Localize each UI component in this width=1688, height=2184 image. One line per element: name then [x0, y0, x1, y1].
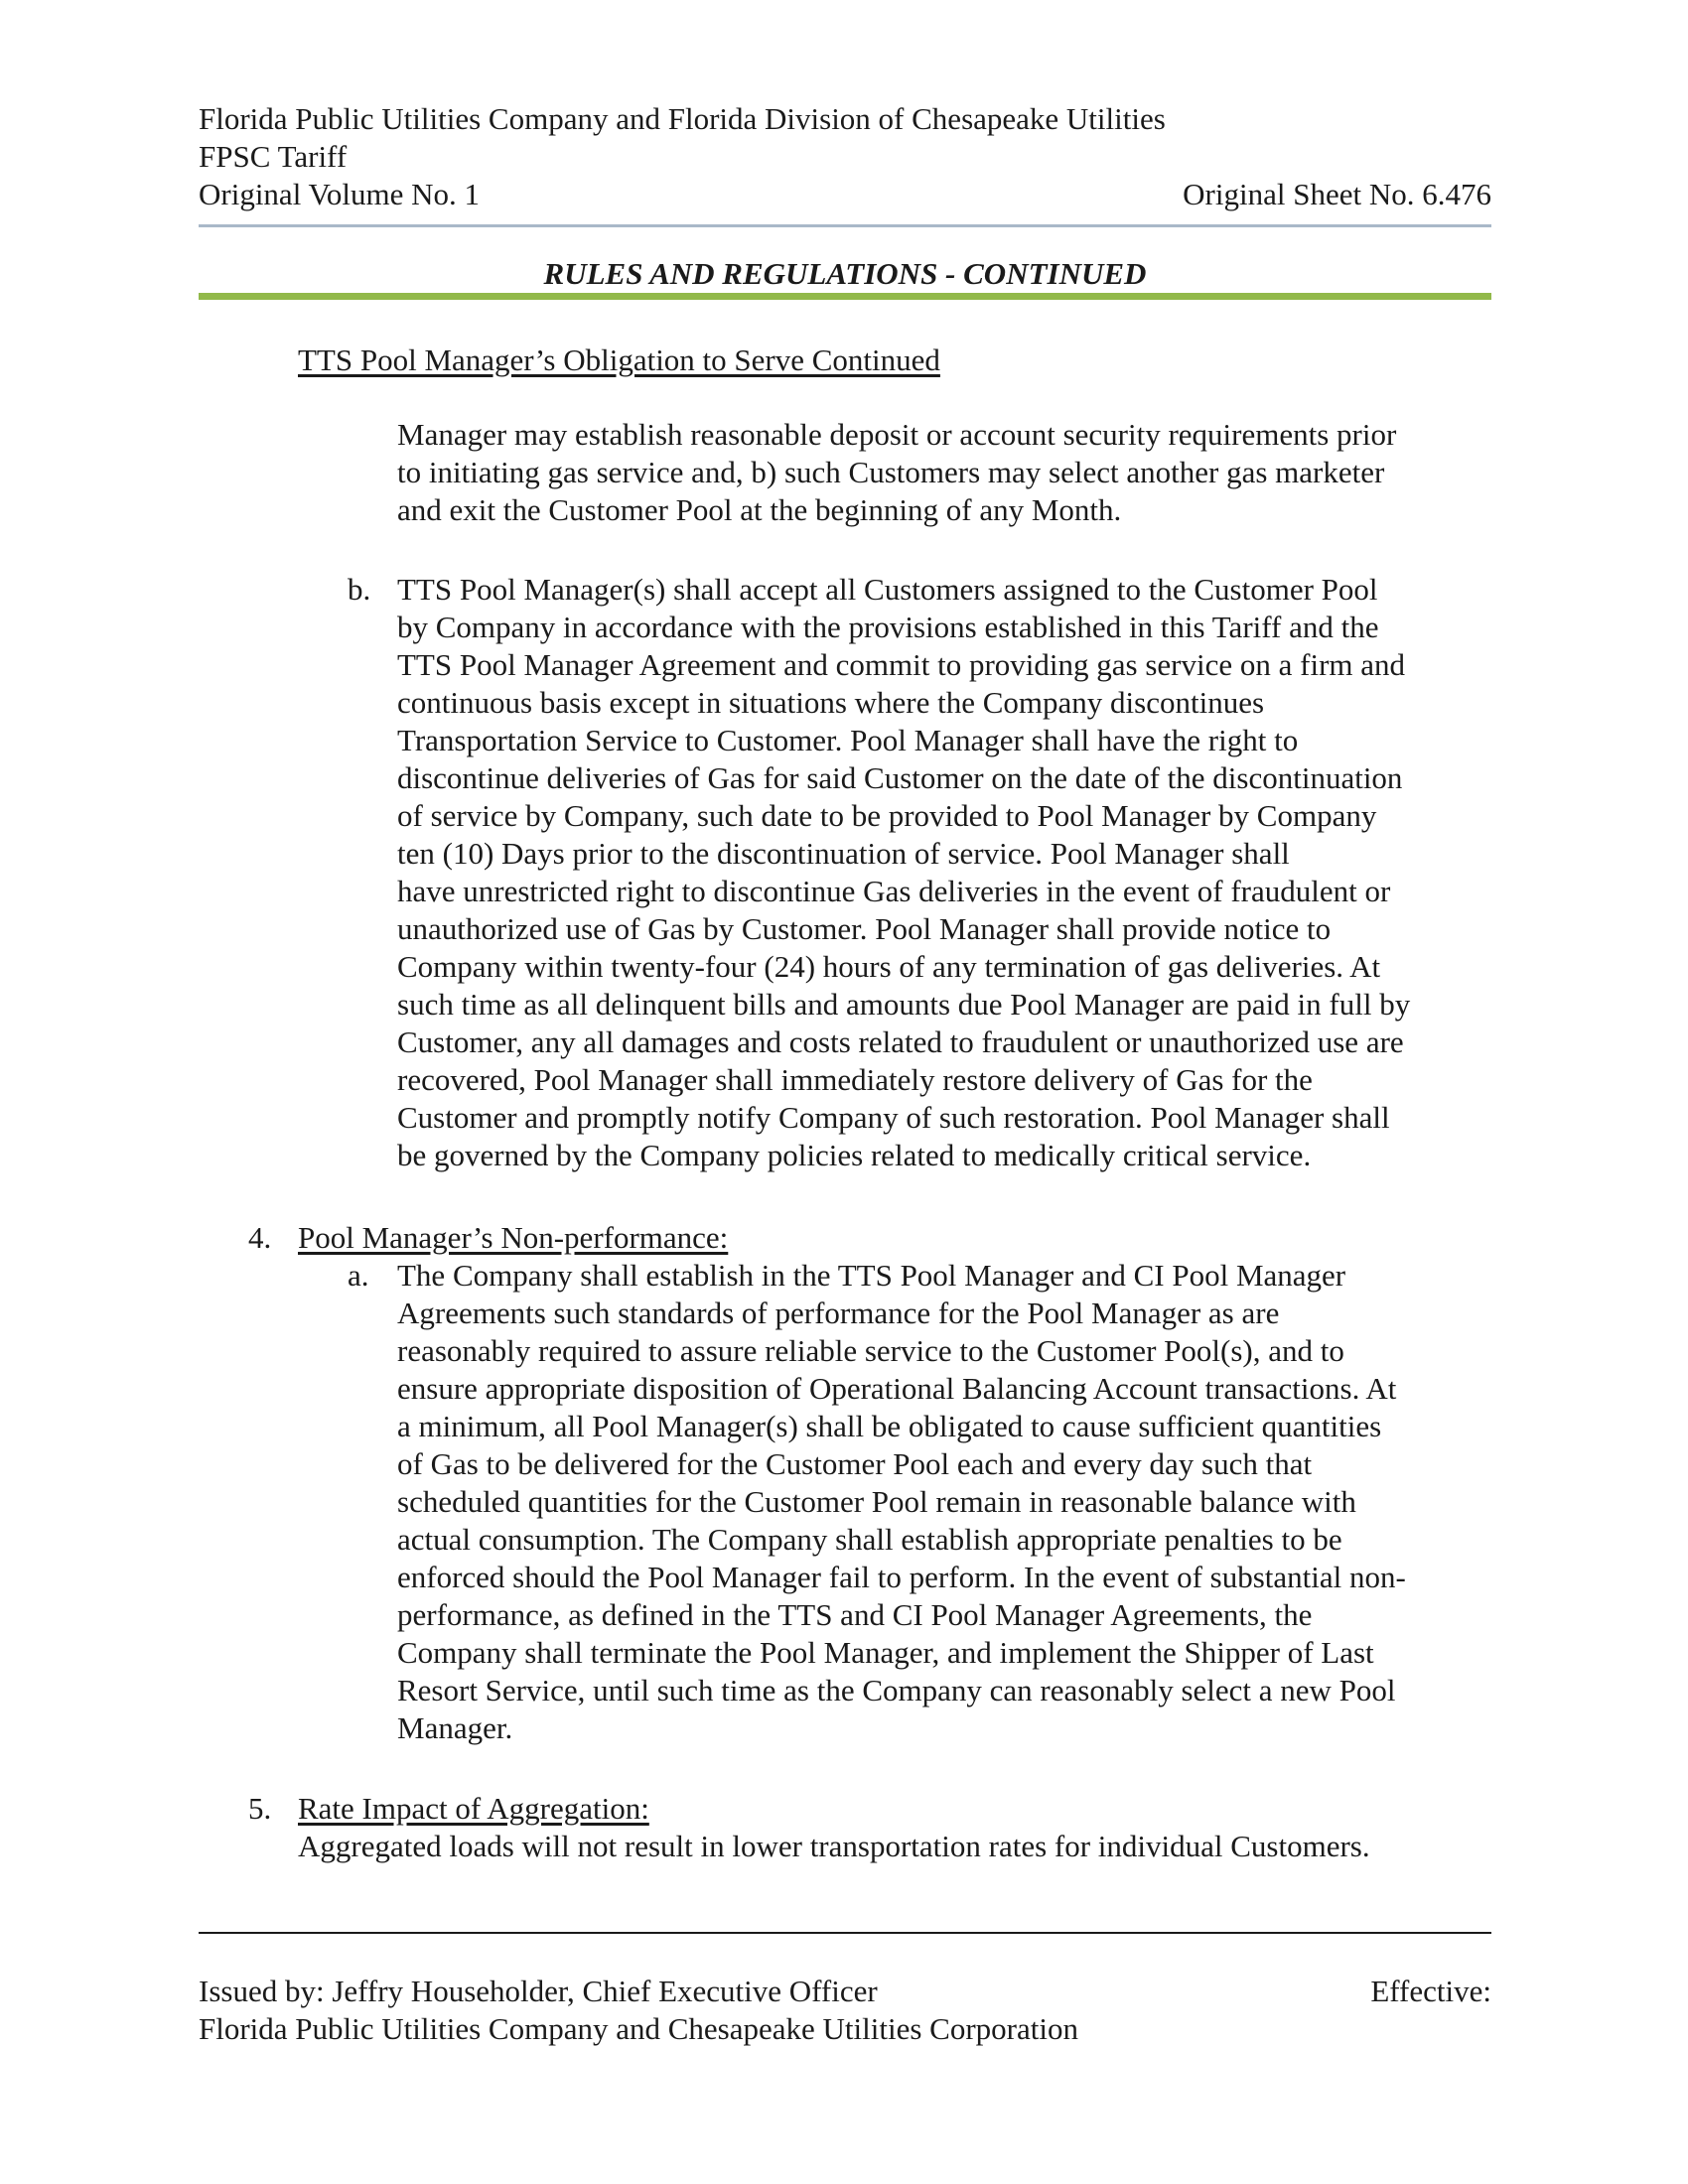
section-4-number: 4. [248, 1220, 272, 1255]
text-line: Customer, any all damages and costs related to fraudulent or unauthorized use are [397, 1024, 1404, 1059]
header-volume: Original Volume No. 1 [199, 177, 481, 211]
section-5-text: Aggregated loads will not result in lower transportation rates for individual Customers. [298, 1829, 1370, 1863]
text-line: Customer and promptly notify Company of such restoration. Pool Manager shall [397, 1100, 1390, 1135]
item-b-marker: b. [348, 572, 371, 607]
text-line: actual consumption. The Company shall establish appropriate penalties to be [397, 1522, 1342, 1557]
text-line: discontinue deliveries of Gas for said Customer on the date of the discontinuation [397, 760, 1403, 795]
title-divider [199, 293, 1491, 300]
text-line: to initiating gas service and, b) such Customers may select another gas marketer [397, 455, 1385, 489]
text-line: be governed by the Company policies related to medically critical service. [397, 1138, 1312, 1172]
footer-divider [199, 1932, 1491, 1934]
text-line: enforced should the Pool Manager fail to perform. In the event of substantial non- [397, 1560, 1406, 1594]
text-line: and exit the Customer Pool at the beginning of any Month. [397, 492, 1122, 527]
text-line: reasonably required to assure reliable service to the Customer Pool(s), and to [397, 1333, 1344, 1368]
section-4-heading: Pool Manager’s Non-performance: [298, 1220, 729, 1255]
text-line: Agreements such standards of performance for the Pool Manager as are [397, 1296, 1280, 1330]
section-5-number: 5. [248, 1791, 272, 1826]
text-line: of Gas to be delivered for the Customer Pool each and every day such that [397, 1446, 1313, 1481]
text-line: unauthorized use of Gas by Customer. Pool Manager shall provide notice to [397, 911, 1332, 946]
text-line: Manager may establish reasonable deposit or account security requirements prior [397, 417, 1397, 452]
footer-issued-by: Issued by: Jeffry Householder, Chief Executive Officer [199, 1974, 878, 2008]
text-line: Company shall terminate the Pool Manager, and implement the Shipper of Last [397, 1635, 1374, 1670]
header-divider [199, 224, 1491, 227]
page-title: RULES AND REGULATIONS - CONTINUED [543, 256, 1147, 291]
text-line: scheduled quantities for the Customer Pool remain in reasonable balance with [397, 1484, 1356, 1519]
text-line: of service by Company, such date to be provided to Pool Manager by Company [397, 798, 1377, 833]
text-line: Company within twenty-four (24) hours of any termination of gas deliveries. At [397, 949, 1381, 984]
header-tariff: FPSC Tariff [199, 139, 348, 174]
item-a-marker: a. [348, 1258, 369, 1293]
text-line: recovered, Pool Manager shall immediately restore delivery of Gas for the [397, 1062, 1313, 1097]
header-company: Florida Public Utilities Company and Florida Division of Chesapeake Utilities [199, 101, 1166, 136]
text-line: continuous basis except in situations where the Company discontinues [397, 685, 1265, 720]
header-sheet-number: Original Sheet No. 6.476 [1183, 177, 1491, 211]
footer-effective: Effective: [1370, 1974, 1491, 2008]
footer-companies: Florida Public Utilities Company and Chesapeake Utilities Corporation [199, 2011, 1078, 2046]
text-line: Manager. [397, 1710, 513, 1745]
text-line: TTS Pool Manager Agreement and commit to providing gas service on a firm and [397, 647, 1406, 682]
text-line: a minimum, all Pool Manager(s) shall be obligated to cause sufficient quantities [397, 1409, 1382, 1443]
text-line: have unrestricted right to discontinue Gas deliveries in the event of fraudulent or [397, 874, 1391, 908]
text-line: The Company shall establish in the TTS Pool Manager and CI Pool Manager [397, 1258, 1346, 1293]
text-line: TTS Pool Manager(s) shall accept all Customers assigned to the Customer Pool [397, 572, 1378, 607]
text-line: such time as all delinquent bills and amounts due Pool Manager are paid in full by [397, 987, 1411, 1022]
section-heading: TTS Pool Manager’s Obligation to Serve Continued [298, 342, 940, 377]
text-line: ten (10) Days prior to the discontinuation of service. Pool Manager shall [397, 836, 1290, 871]
text-line: Resort Service, until such time as the Company can reasonably select a new Pool [397, 1673, 1396, 1707]
text-line: Transportation Service to Customer. Pool Manager shall have the right to [397, 723, 1299, 757]
text-line: ensure appropriate disposition of Operational Balancing Account transactions. At [397, 1371, 1397, 1406]
section-5-heading: Rate Impact of Aggregation: [298, 1791, 649, 1826]
text-line: performance, as defined in the TTS and CI Pool Manager Agreements, the [397, 1597, 1313, 1632]
text-line: by Company in accordance with the provisions established in this Tariff and the [397, 610, 1379, 644]
